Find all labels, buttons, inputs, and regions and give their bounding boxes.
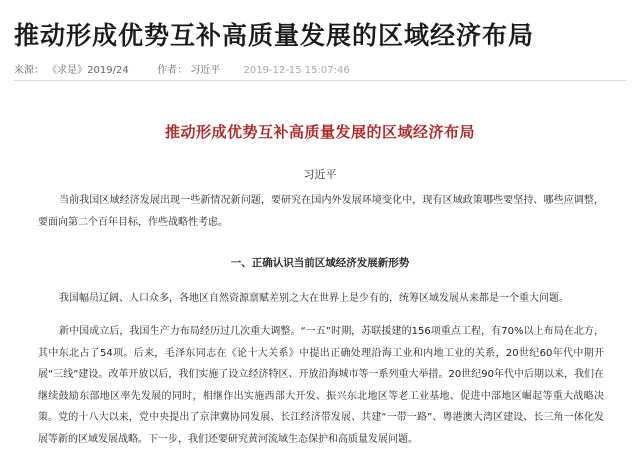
source-label: 来源：: [14, 65, 44, 76]
author-label: 作者：: [157, 65, 188, 76]
intro-paragraph: 当前我国区域经济发展出现一些新情况新问题，要研究在国内外发展环境变化中，现有区域政策哪些要坚持、哪些应调整，要面向第二个百年目标，作些战略性考虑。: [38, 195, 604, 228]
article-title: 推动形成优势互补高质量发展的区域经济布局: [164, 123, 475, 141]
body-paragraph: 新中国成立后，我国生产力布局经历过几次重大调整。“一五”时期，苏联援建的156项重点工程，有70%以上布局在北方，其中东北占了54项。后来，毛泽东同志在《论十大关系》中提出正确处理沿海工业和内地工业的关系，20世纪60年代中期开展“三线”建设。改革开放以后，我们实施了设立经济特区、开放沿海城市等一系列重大举措。20世纪90年代中后期以来，我们在继续鼓励东部地区率先发展的同时，相继作出实施西部大开发、振兴东北地区等老工业基地、促进中部地区崛起等重大战略决策。党的十八大以来，党中央提出了京津冀协同发展、长江经济带发展、共建“一带一路”、粤港澳大湾区建设、长三角一体化发展等新的区域发展战略。下一步，我们还要研究黄河流域生态保护和高质量发展问题。: [38, 326, 604, 445]
header-divider: [14, 80, 626, 81]
page-headline: 推动形成优势互补高质量发展的区域经济布局: [14, 21, 535, 50]
body-paragraph: 我国幅员辽阔、人口众多，各地区自然资源禀赋差别之大在世界上是少有的，统筹区域发展从来都是一个重大问题。: [59, 293, 569, 304]
publish-timestamp: 2019-12-15 15:07:46: [243, 65, 350, 76]
source-value: 《求是》2019/24: [47, 65, 129, 76]
article-meta: [14, 61, 350, 76]
author-value: 习近平: [190, 65, 221, 76]
article-author: 习近平: [303, 168, 337, 181]
section-heading: 一、正确认识当前区域经济发展新形势: [230, 257, 410, 269]
